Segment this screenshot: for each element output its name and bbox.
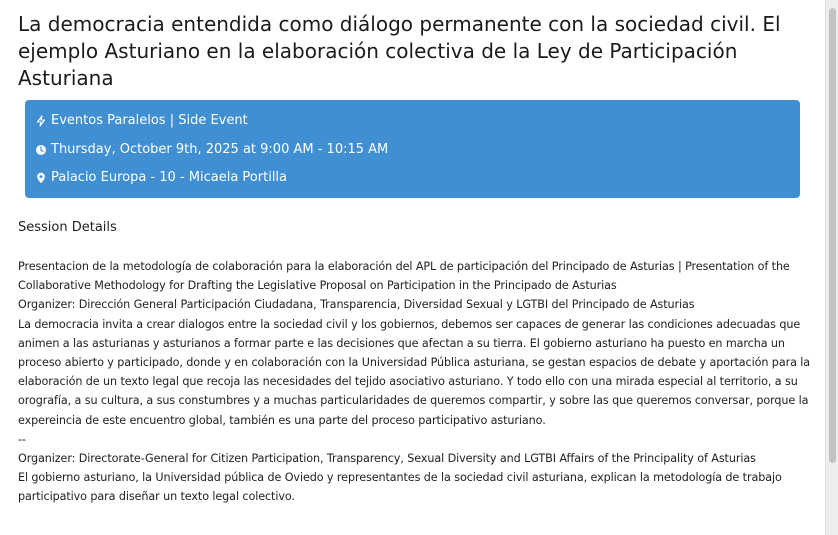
clock-icon xyxy=(35,144,47,156)
event-datetime xyxy=(35,141,388,159)
scrollbar-thumb[interactable] xyxy=(829,8,836,463)
session-paragraph: La democracia invita a crear dialogos entre la sociedad civil y los gobiernos, debemos ser capaces de generar las condiciones adecuadas que animen a las asturianas y asturianos a formar parte e las decisiones que afectan a su tierra. El gobierno asturiano ha puesto en marcha un proceso abierto y participado, donde y en colaboración con la Universidad Pública asturiana, se gestan espacios de debate y aportación para la elaboración de un texto legal que recoja las necesidades del tejido asociativo asturiano. Y todo ello con una mirada especial al territorio, a su orografía, a su cultura, a sus constumbres y a muchas particularidades de queremos compartir, y sobre las que queremos conversar, porque la expereincia de este encuentro global, también es una parte del proceso participativo asturiano. xyxy=(18,317,811,427)
vertical-scrollbar[interactable] xyxy=(825,0,838,535)
event-category xyxy=(35,112,248,130)
session-paragraph: Presentacion de la metodología de colaboración para la elaboración del APL de participación del Principado de Asturias | Presentation of the Collaborative Methodology for Drafting the Legislative Proposal on Participation in the Principado de Asturias xyxy=(18,260,790,293)
session-paragraph: Organizer: Directorate-General for Citizen Participation, Transparency, Sexual Diversity and LGTBI Affairs of the Principality of Asturias xyxy=(18,452,756,466)
event-title: La democracia entendida como diálogo permanente con la sociedad civil. El ejemplo Asturiano en la elaboración colectiva de la Ley de Participación Asturiana xyxy=(18,12,781,90)
event-location xyxy=(35,169,287,187)
session-description xyxy=(18,257,818,507)
map-pin-icon xyxy=(35,172,47,184)
session-paragraph: El gobierno asturiano, la Universidad pública de Oviedo y representantes de la sociedad civil asturiana, explican la metodología de trabajo participativo para diseñar un texto legal colectivo. xyxy=(18,471,782,504)
session-separator: -- xyxy=(18,432,26,446)
event-location-label: Palacio Europa - 10 - Micaela Portilla xyxy=(51,170,288,185)
event-info-box xyxy=(25,100,800,198)
event-category-label: Eventos Paralelos | Side Event xyxy=(51,113,248,128)
bolt-icon xyxy=(35,115,47,127)
event-datetime-label: Thursday, October 9th, 2025 at 9:00 AM - 10:15 AM xyxy=(51,142,389,157)
session-details-heading: Session Details xyxy=(18,220,117,235)
session-paragraph: Organizer: Dirección General Participación Ciudadana, Transparencia, Diversidad Sexual y LGTBI del Principado de Asturias xyxy=(18,298,695,312)
